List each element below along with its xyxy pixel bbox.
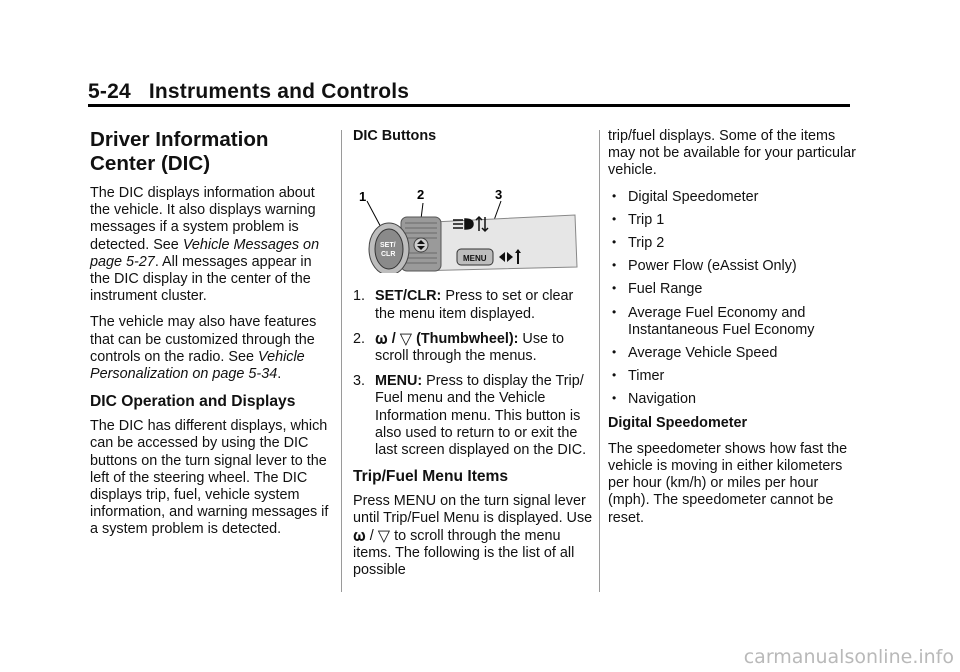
list-item: • Trip 1 bbox=[612, 211, 665, 228]
clr-label: CLR bbox=[381, 251, 396, 259]
list-item: • Fuel Range bbox=[612, 281, 703, 298]
list-item: • Navigation bbox=[612, 391, 696, 408]
trip-fuel-paragraph: Press MENU on the turn signal lever until Trip/Fuel Menu is displayed. Use 𝛚 / ▽ to scroll through the menu items. The following is the list of all possible bbox=[353, 493, 593, 579]
personalization-paragraph: The vehicle may also have features that can be customized through the controls on the radio. See Vehicle Personalization on page 5-34. bbox=[90, 314, 317, 383]
speedometer-paragraph: The speedometer shows how fast the vehicle is moving in either kilometers per hour (km/h) or miles per hour (mph). The speedometer cannot be reset. bbox=[608, 440, 848, 526]
list-item: • Timer bbox=[612, 368, 665, 385]
trip-fuel-list bbox=[608, 189, 858, 409]
column-3 bbox=[608, 128, 858, 536]
list-item: • Digital Speedometer bbox=[612, 188, 759, 205]
callout-3: 3 bbox=[495, 187, 503, 203]
list-item: • Power Flow (eAssist Only) bbox=[612, 258, 797, 275]
operation-paragraph: The DIC has different displays, which can be accessed by using the DIC buttons on the turn signal lever to the left of the steering wheel. The DIC displays trip, fuel, vehicle system information, and warning messages if a system problem is detected. bbox=[90, 418, 329, 538]
set-label: SET/ bbox=[380, 242, 396, 250]
section-title: Instruments and Controls bbox=[148, 80, 410, 103]
scroll-up-icon: 𝛚 bbox=[353, 527, 366, 545]
page-header bbox=[88, 80, 409, 104]
trip-fuel-heading: Trip/Fuel Menu Items bbox=[353, 468, 509, 486]
list-item: • Trip 2 bbox=[612, 235, 665, 252]
dic-item-3: 3. MENU: Press to display the Trip/ Fuel menu and the Vehicle Information menu. This button is also used to return to or exit the last screen displayed on the DIC. bbox=[353, 373, 587, 459]
scroll-down-icon: ▽ bbox=[377, 527, 391, 545]
list-item: • Average Fuel Economy and Instantaneous Fuel Economy bbox=[612, 304, 815, 338]
dic-item-1: 1. SET/CLR: Press to set or clear the menu item displayed. bbox=[353, 288, 574, 322]
callout-1: 1 bbox=[359, 189, 367, 205]
page-title: Driver Information Center (DIC) bbox=[90, 128, 269, 175]
column-1 bbox=[90, 128, 330, 548]
intro-paragraph: The DIC displays information about the vehicle. It also displays warning messages if a system problem is detected. See Vehicle Messages on page 5-27. All messages appear in the DIC display in the center of the instrument cluster. bbox=[90, 185, 320, 305]
column-divider-1 bbox=[341, 130, 342, 592]
dic-item-2: 2. 𝛚 / ▽ (Thumbwheel): Use to scroll through the menus. bbox=[353, 330, 565, 365]
list-item: • Average Vehicle Speed bbox=[612, 345, 778, 362]
thumbwheel-up-icon: 𝛚 bbox=[375, 330, 388, 348]
vehicle-personalization-link[interactable]: Vehicle Personalization on page 5-34 bbox=[90, 348, 305, 383]
dic-buttons-heading: DIC Buttons bbox=[353, 128, 437, 144]
column-2 bbox=[353, 128, 593, 588]
thumbwheel-down-icon: ▽ bbox=[399, 330, 413, 348]
header-rule bbox=[88, 104, 850, 107]
column-divider-2 bbox=[599, 130, 600, 592]
dic-buttons-figure bbox=[353, 155, 585, 273]
page-number: 5-24 bbox=[88, 80, 131, 103]
menu-label: MENU bbox=[463, 254, 487, 264]
callout-2: 2 bbox=[417, 187, 425, 203]
operation-heading: DIC Operation and Displays bbox=[90, 393, 296, 411]
speedometer-heading: Digital Speedometer bbox=[608, 414, 748, 431]
watermark: carmanualsonline.info bbox=[743, 646, 954, 668]
trip-fuel-continued: trip/fuel displays. Some of the items may not be available for your particular vehicle. bbox=[608, 128, 856, 179]
vehicle-messages-link[interactable]: Vehicle Messages on page 5-27 bbox=[90, 236, 320, 270]
